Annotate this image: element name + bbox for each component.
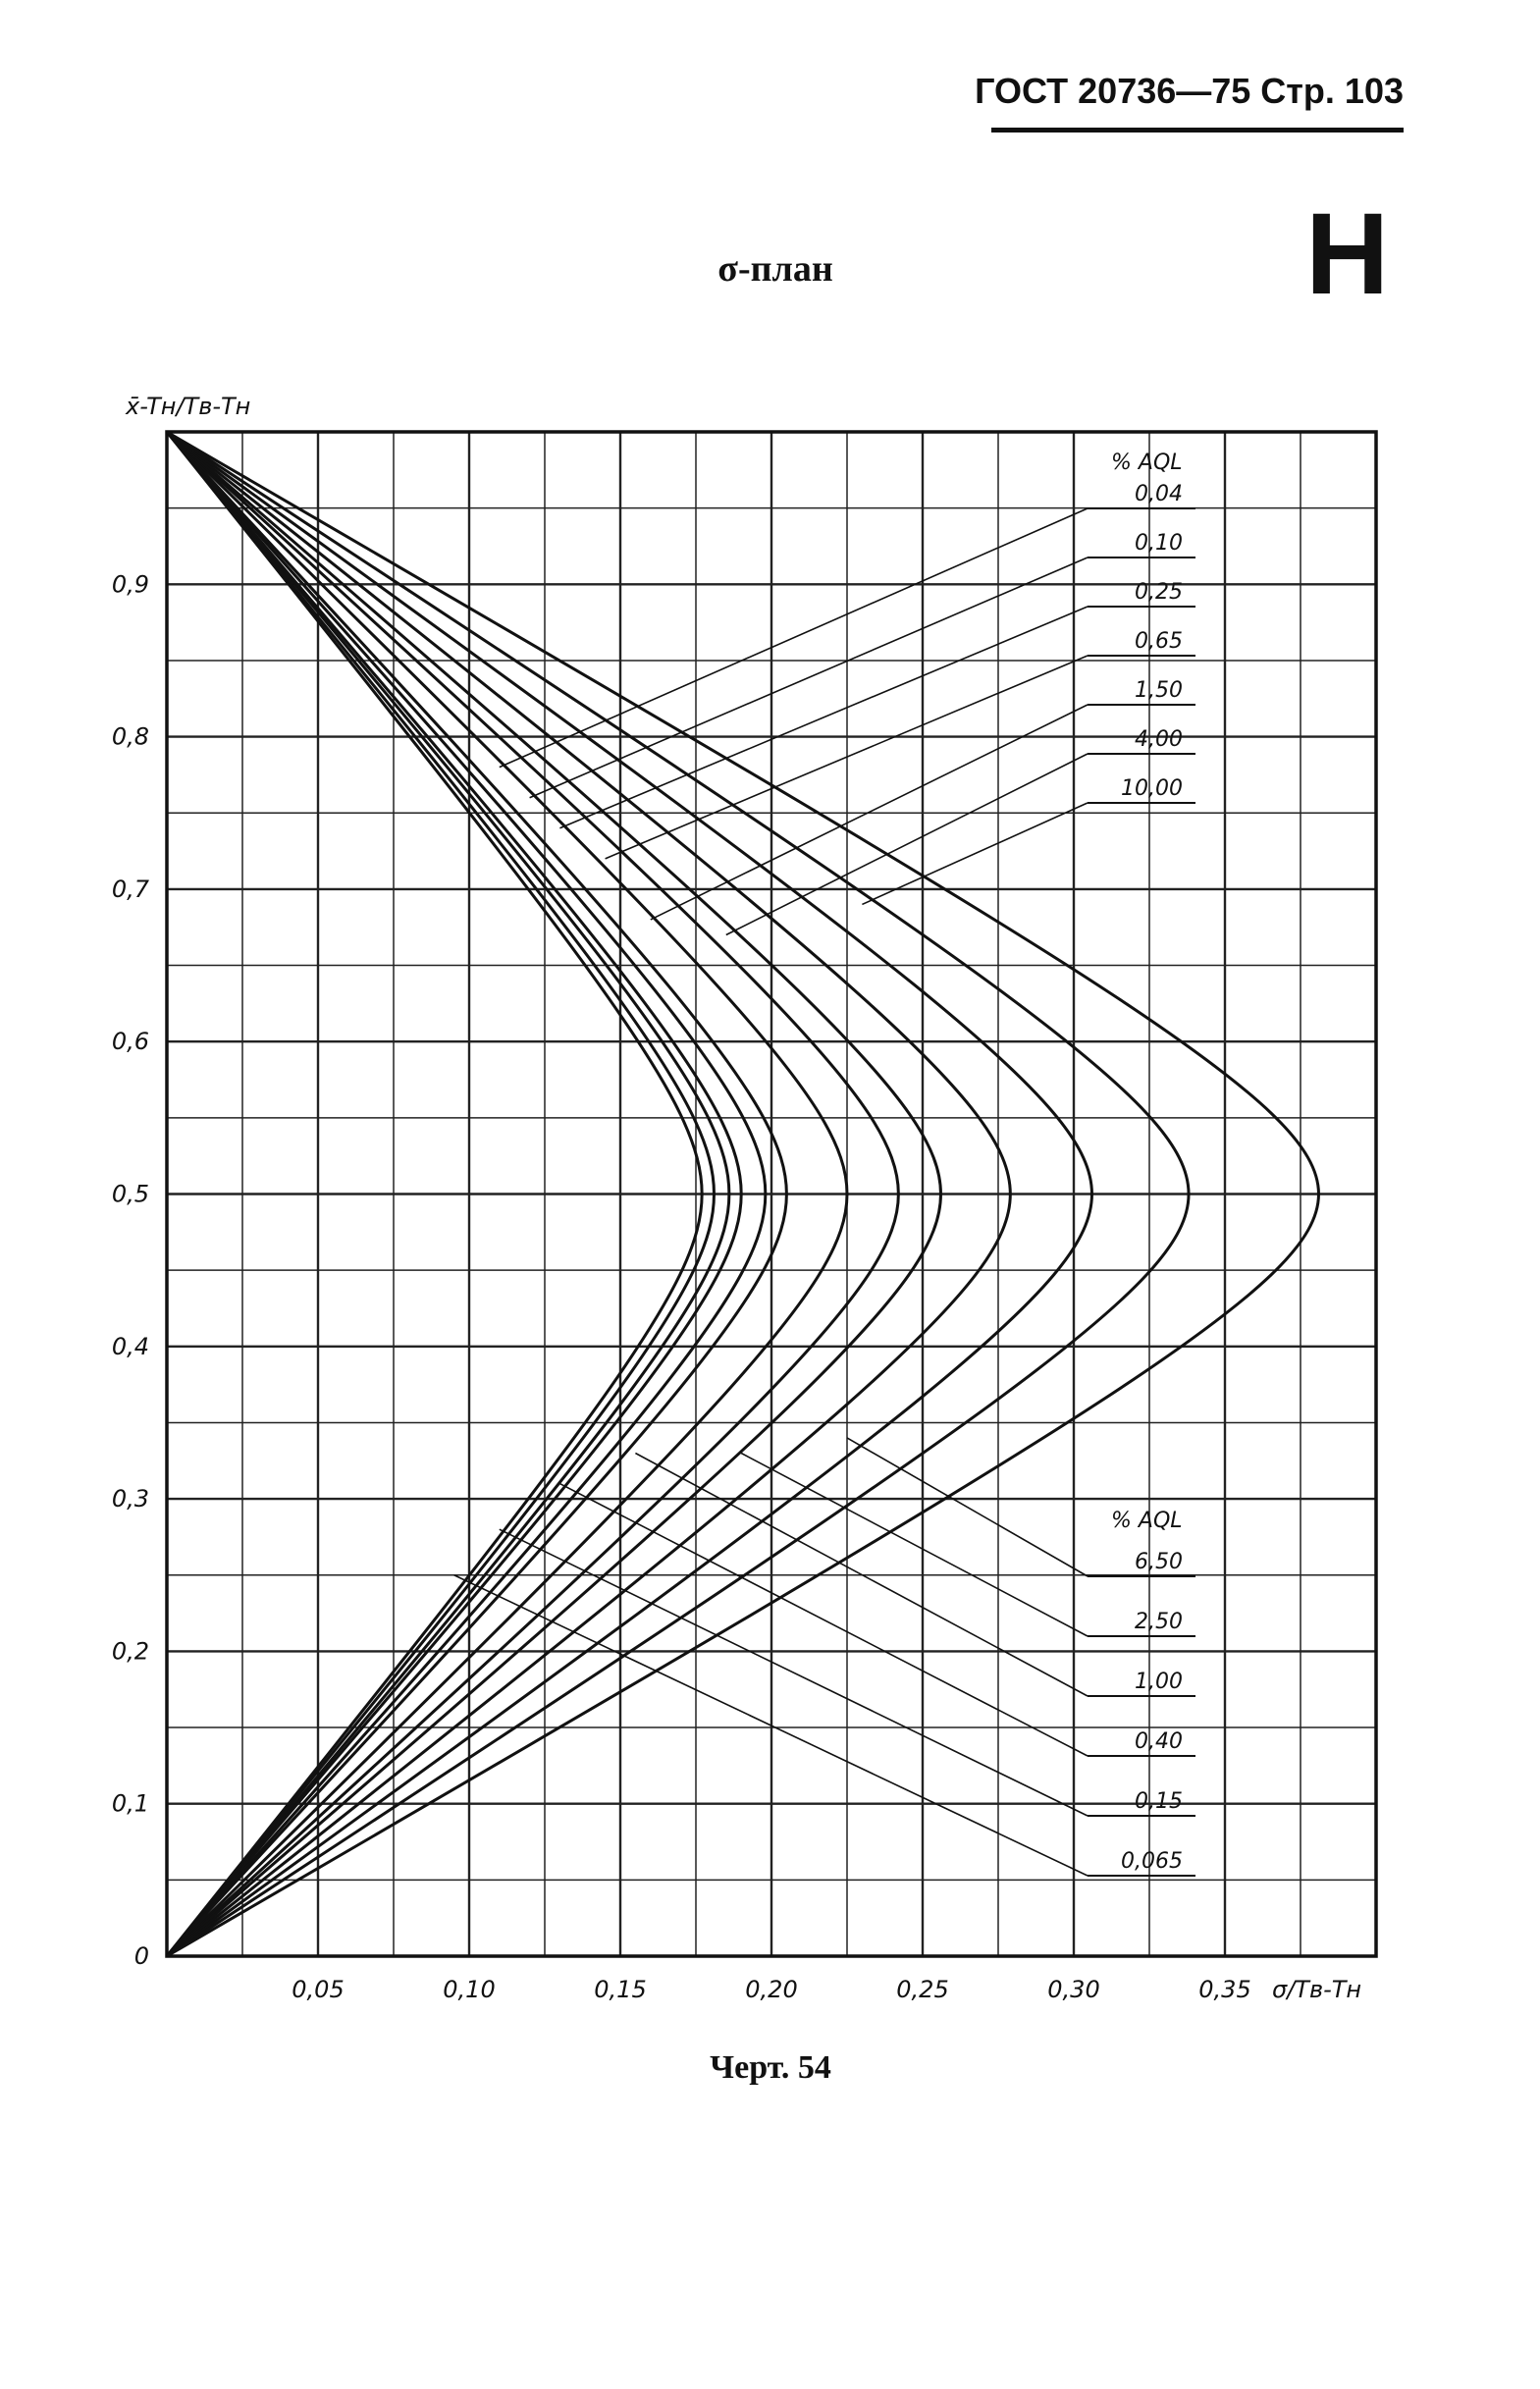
lower-legend-entry: 2,50 (1135, 1610, 1183, 1634)
lower-legend-entry: 6,50 (1135, 1550, 1183, 1574)
upper-legend-entry: 0,04 (1135, 482, 1183, 506)
upper-leader-line (530, 557, 1088, 798)
lower-leader-line (559, 1484, 1088, 1756)
upper-legend-entry: 0,25 (1135, 580, 1183, 605)
lower-leader-line (500, 1529, 1088, 1816)
y-tick-label: 0,4 (111, 1332, 149, 1360)
lower-legend-entry: 0,15 (1135, 1789, 1183, 1814)
x-tick-label: 0,05 (292, 1976, 345, 2003)
y-tick-label: 0 (133, 1942, 149, 1970)
y-tick-label: 0,8 (111, 722, 149, 751)
upper-leader-line (559, 607, 1088, 828)
y-tick-label: 0,7 (111, 875, 149, 903)
lower-legend-title: % AQL (1111, 1509, 1183, 1533)
x-tick-label: 0,25 (896, 1976, 949, 2003)
upper-legend-entry: 0,10 (1135, 531, 1183, 556)
y-tick-label: 0,1 (111, 1789, 149, 1818)
y-tick-label: 0,9 (111, 570, 149, 599)
upper-legend-entry: 0,65 (1135, 629, 1183, 654)
y-axis-label: x̄-Tн/Tв-Tн (126, 393, 251, 420)
upper-legend-entry: 10,00 (1121, 776, 1183, 801)
y-tick-label: 0,3 (111, 1485, 149, 1513)
x-tick-label: 0,30 (1047, 1976, 1100, 2003)
upper-legend-entry: 4,00 (1135, 727, 1183, 752)
upper-legend-title: % AQL (1111, 451, 1183, 475)
x-tick-label: 0,15 (594, 1976, 647, 2003)
lower-leader-line (847, 1438, 1088, 1576)
figure-caption: Черт. 54 (710, 2049, 831, 2086)
axis-ticks (112, 570, 1251, 2003)
x-tick-label: 0,10 (443, 1976, 496, 2003)
chart-title: σ-план (717, 248, 833, 290)
x-axis-label: σ/Tв-Tн (1272, 1976, 1362, 2003)
lower-legend-entry: 0,065 (1121, 1849, 1183, 1874)
lower-legend-entry: 1,00 (1135, 1670, 1183, 1694)
upper-leader-line (726, 754, 1088, 934)
upper-legend-entry: 1,50 (1135, 678, 1183, 703)
lower-legend-entry: 0,40 (1135, 1729, 1183, 1754)
standard-reference: ГОСТ 20736—75 Стр. 103 (975, 71, 1404, 111)
y-tick-label: 0,2 (111, 1637, 149, 1666)
upper-leader-line (500, 508, 1088, 768)
x-tick-label: 0,20 (745, 1976, 798, 2003)
legends (1088, 451, 1195, 1876)
x-tick-label: 0,35 (1198, 1976, 1251, 2003)
y-tick-label: 0,5 (111, 1180, 149, 1208)
section-letter: Н (1305, 189, 1390, 319)
lower-leader-line (741, 1454, 1088, 1636)
y-tick-label: 0,6 (111, 1028, 149, 1056)
